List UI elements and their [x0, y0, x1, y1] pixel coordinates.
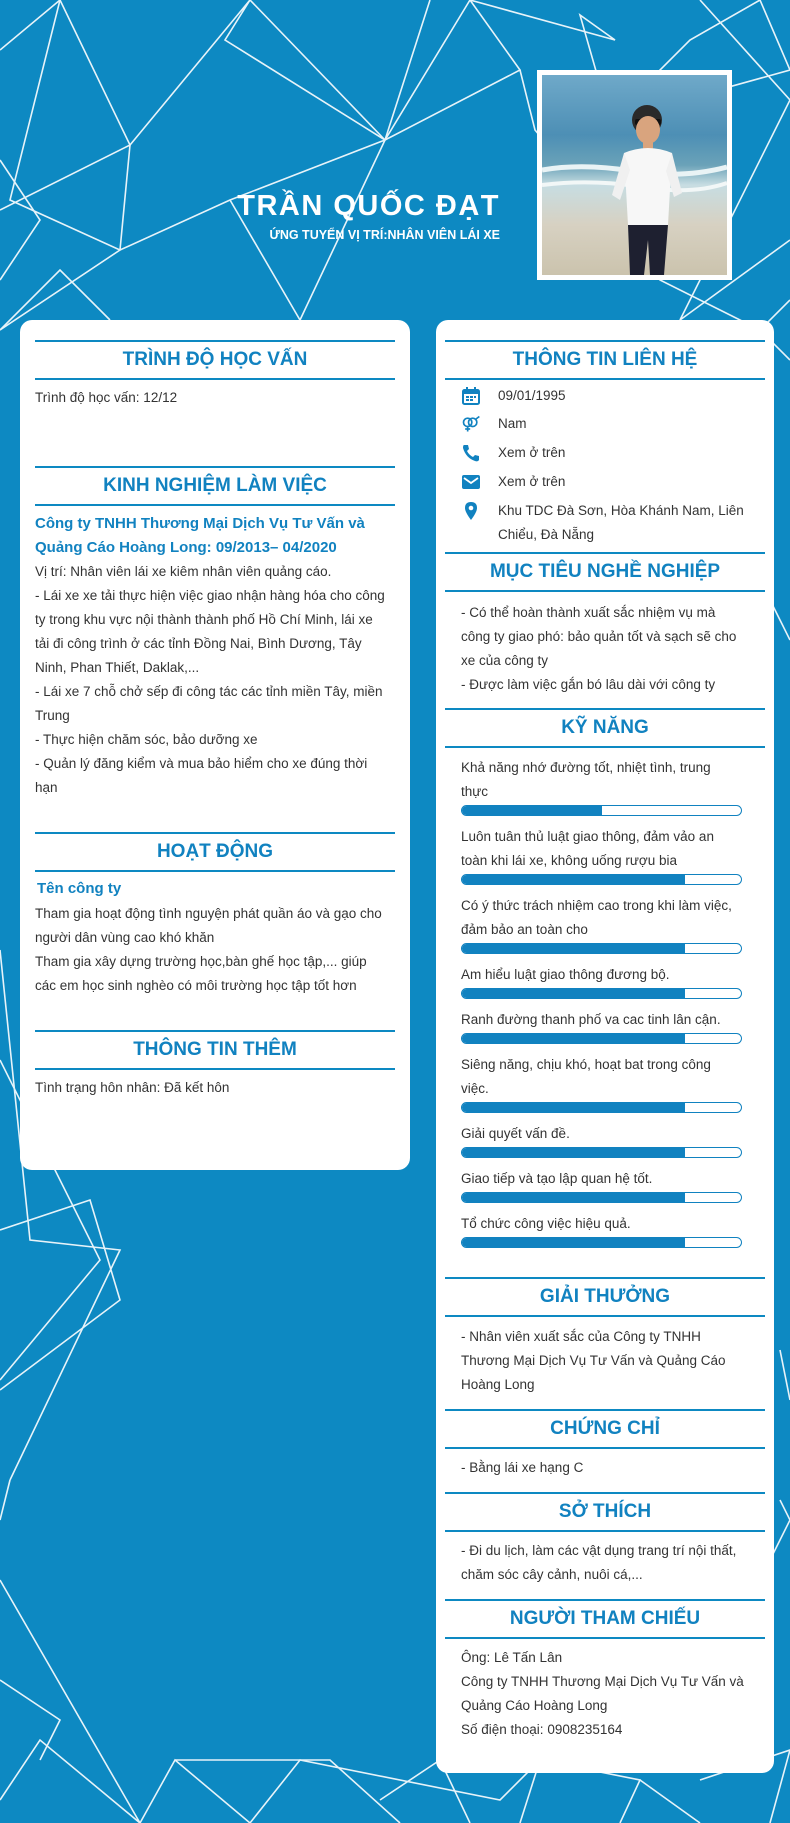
location-pin-icon [461, 502, 481, 520]
profile-photo [537, 70, 732, 280]
company-line: Quảng Cáo Hoàng Long: 09/2013– 04/2020 [35, 539, 337, 556]
skill-level-fill [462, 1148, 685, 1157]
skill-level-bar [461, 1147, 742, 1158]
skill-label-line: thực [461, 784, 489, 799]
text-line: - Thực hiện chăm sóc, bảo dưỡng xe [35, 732, 258, 747]
skill-level-fill [462, 1193, 685, 1202]
skill-label [461, 1053, 751, 1101]
certificates-text: - Bằng lái xe hạng C [461, 1460, 584, 1475]
text-line: Hoàng Long [461, 1377, 535, 1392]
skill-level-fill [462, 989, 685, 998]
text-line: người dân vùng cao khó khăn [35, 930, 215, 945]
phone-value: Xem ở trên [498, 445, 566, 460]
skill-label-line: Luôn tuân thủ luật giao thông, đảm vảo an [461, 829, 714, 844]
text-line: chăm sóc cây cảnh, nuôi cá,... [461, 1567, 643, 1582]
text-line: tải đi công trình ở các tỉnh Đồng Nai, Bình Dương, Tây [35, 636, 362, 651]
skill-label-line: Am hiểu luật giao thông đương bộ. [461, 967, 670, 982]
activities-details [35, 902, 395, 998]
skill-level-bar [461, 1237, 742, 1248]
email-value: Xem ở trên [498, 474, 566, 489]
text-line: Tham gia hoạt động tình nguyện phát quần áo và gạo cho [35, 906, 382, 921]
address-value [498, 499, 763, 547]
skill-label-line: Khả năng nhớ đường tốt, nhiệt tình, trung [461, 760, 711, 775]
skill-label-line: Ranh đường thanh phố va cac tinh lân cận. [461, 1012, 721, 1027]
right-column [436, 320, 774, 1773]
skill-level-bar [461, 943, 742, 954]
skill-label-line: Giải quyết vấn đề. [461, 1126, 570, 1141]
birthday-value: 09/01/1995 [498, 388, 566, 403]
skill-label [461, 1122, 751, 1146]
skill-label [461, 1167, 751, 1191]
text-line: Vị trí: Nhân viên lái xe kiêm nhân viên quảng cáo. [35, 564, 332, 579]
objective-text [461, 601, 751, 697]
references-title: NGƯỜI THAM CHIẾU [445, 1599, 765, 1639]
skill-label-line: việc. [461, 1081, 489, 1096]
skill-level-fill [462, 875, 685, 884]
hobbies-title: SỞ THÍCH [445, 1492, 765, 1532]
experience-title: KINH NGHIỆM LÀM VIỆC [35, 466, 395, 506]
text-line: Trung [35, 708, 70, 723]
skill-level-fill [462, 1034, 685, 1043]
experience-company [35, 512, 395, 560]
applied-position: ỨNG TUYỂN VỊ TRÍ:NHÂN VIÊN LÁI XE [269, 228, 500, 242]
extra-info-title: THÔNG TIN THÊM [35, 1030, 395, 1070]
text-line: Số điện thoại: 0908235164 [461, 1722, 623, 1737]
skill-level-fill [462, 1103, 685, 1112]
text-line: các em học sinh nghèo có môi trường học tập tốt hơn [35, 978, 357, 993]
text-line: Quảng Cáo Hoàng Long [461, 1698, 608, 1713]
skill-label-line: Tổ chức công việc hiệu quả. [461, 1216, 631, 1231]
text-line: - Quản lý đăng kiểm và mua bảo hiểm cho xe đúng thời [35, 756, 368, 771]
gender-icon [461, 415, 481, 433]
candidate-name: TRẦN QUỐC ĐẠT [237, 190, 500, 222]
phone-icon [461, 444, 481, 462]
text-line: - Nhân viên xuất sắc của Công ty TNHH [461, 1329, 701, 1344]
envelope-icon [461, 473, 481, 491]
extra-info-text: Tình trạng hôn nhân: Đã kết hôn [35, 1080, 230, 1095]
skill-label-line: Siêng năng, chịu khó, hoạt bat trong công [461, 1057, 711, 1072]
references-text [461, 1646, 751, 1742]
activities-title: HOẠT ĐỘNG [35, 832, 395, 872]
skill-label [461, 756, 751, 804]
skill-label [461, 825, 751, 873]
text-line: - Được làm việc gắn bó lâu dài với công ty [461, 677, 716, 692]
skill-level-bar [461, 805, 742, 816]
calendar-icon [461, 387, 481, 405]
awards-text [461, 1325, 751, 1397]
text-line: Ninh, Phan Thiết, Daklak,... [35, 660, 200, 675]
contact-title: THÔNG TIN LIÊN HỆ [445, 340, 765, 380]
skill-level-fill [462, 1238, 685, 1247]
objective-title: MỤC TIÊU NGHỀ NGHIỆP [445, 552, 765, 592]
skill-label-line: Giao tiếp và tạo lập quan hệ tốt. [461, 1171, 653, 1186]
text-line: - Có thể hoàn thành xuất sắc nhiệm vụ mà [461, 605, 716, 620]
skill-label-line: Có ý thức trách nhiệm cao trong khi làm việc, [461, 898, 732, 913]
skill-level-fill [462, 944, 685, 953]
skill-level-bar [461, 1033, 742, 1044]
activities-org: Tên công ty [37, 880, 122, 897]
text-line: hạn [35, 780, 58, 795]
skill-level-bar [461, 1192, 742, 1203]
education-text: Trình độ học vấn: 12/12 [35, 390, 178, 405]
address-line: Khu TDC Đà Sơn, Hòa Khánh Nam, Liên [498, 503, 744, 518]
awards-title: GIẢI THƯỞNG [445, 1277, 765, 1317]
text-line: xe của công ty [461, 653, 549, 668]
text-line: - Đi du lịch, làm các vật dụng trang trí nội thất, [461, 1543, 737, 1558]
text-line: Công ty TNHH Thương Mại Dịch Vụ Tư Vấn và [461, 1674, 744, 1689]
skill-level-bar [461, 988, 742, 999]
hobbies-text [461, 1539, 751, 1587]
company-line: Công ty TNHH Thương Mại Dịch Vụ Tư Vấn và [35, 515, 365, 532]
skill-level-bar [461, 1102, 742, 1113]
skill-label [461, 1212, 751, 1236]
text-line: - Lái xe 7 chỗ chở sếp đi công tác các tỉnh miền Tây, miền [35, 684, 383, 699]
text-line: ty trong khu vực nội thành thành phố Hồ Chí Minh, lái xe [35, 612, 373, 627]
skills-title: KỸ NĂNG [445, 708, 765, 748]
education-title: TRÌNH ĐỘ HỌC VẤN [35, 340, 395, 380]
address-line: Chiểu, Đà Nẵng [498, 527, 595, 542]
skill-level-bar [461, 874, 742, 885]
text-line: công ty giao phó: bảo quản tốt và sạch sẽ cho [461, 629, 737, 644]
text-line: - Lái xe xe tải thực hiện việc giao nhận hàng hóa cho công [35, 588, 385, 603]
skill-label [461, 963, 751, 987]
text-line: Tham gia xây dựng trường học,bàn ghế học tập,... giúp [35, 954, 367, 969]
text-line: Ông: Lê Tấn Lân [461, 1650, 563, 1665]
skill-label-line: toàn khi lái xe, không uống rượu bia [461, 853, 678, 868]
skill-label [461, 1008, 751, 1032]
skill-label [461, 894, 751, 942]
text-line: Thương Mại Dịch Vụ Tư Vấn và Quảng Cáo [461, 1353, 726, 1368]
left-column [20, 320, 410, 1170]
certificates-title: CHỨNG CHỈ [445, 1409, 765, 1449]
skill-level-fill [462, 806, 602, 815]
skill-label-line: đảm bảo an toàn cho [461, 922, 588, 937]
gender-value: Nam [498, 416, 527, 431]
experience-details [35, 560, 395, 800]
